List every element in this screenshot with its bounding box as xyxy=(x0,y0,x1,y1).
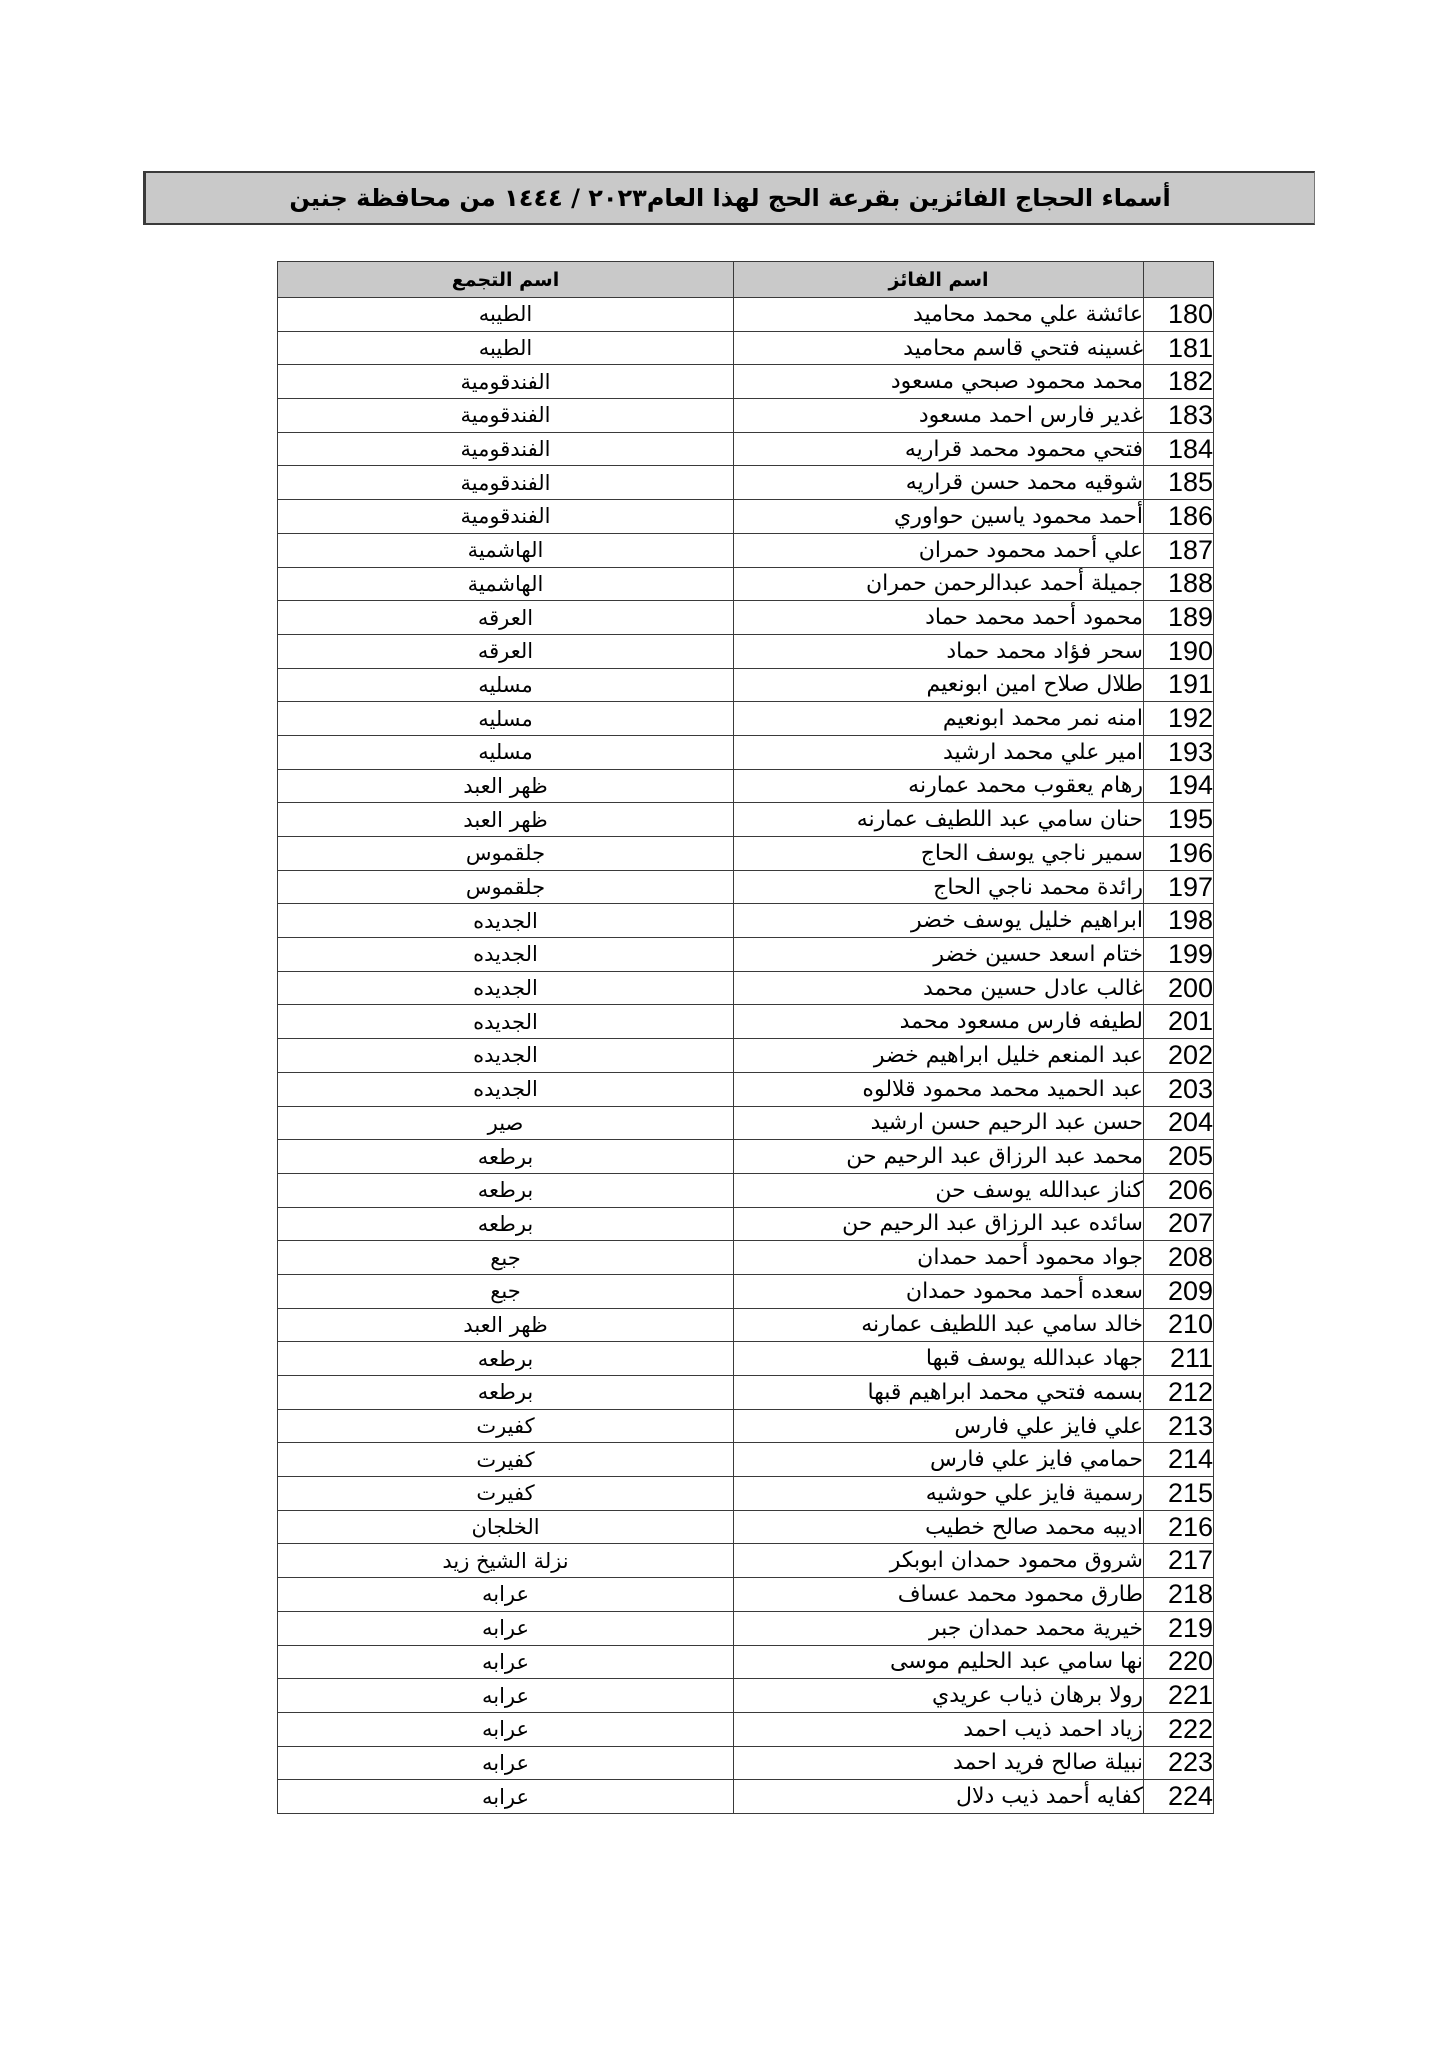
group-name: ظهر العبد xyxy=(278,769,734,803)
winner-name: جميلة أحمد عبدالرحمن حمران xyxy=(734,567,1144,601)
group-name: الفندقومية xyxy=(278,399,734,433)
winner-name: ابراهيم خليل يوسف خضر xyxy=(734,904,1144,938)
group-name: الهاشمية xyxy=(278,567,734,601)
winners-table xyxy=(277,261,1214,1814)
row-number: 214 xyxy=(1144,1443,1214,1477)
table-row xyxy=(278,1409,1214,1443)
header-number xyxy=(1144,262,1214,298)
winner-name: محمد عبد الرزاق عبد الرحيم حن xyxy=(734,1140,1144,1174)
table-row xyxy=(278,837,1214,871)
winner-name: أحمد محمود ياسين حواوري xyxy=(734,500,1144,534)
group-name: جبع xyxy=(278,1241,734,1275)
table-row xyxy=(278,1308,1214,1342)
group-name: كفيرت xyxy=(278,1477,734,1511)
header-winner-name: اسم الفائز xyxy=(734,262,1144,298)
row-number: 187 xyxy=(1144,533,1214,567)
table-row xyxy=(278,1510,1214,1544)
table-row xyxy=(278,1207,1214,1241)
group-name: الهاشمية xyxy=(278,533,734,567)
group-name: العرقه xyxy=(278,601,734,635)
group-name: الفندقومية xyxy=(278,432,734,466)
row-number: 191 xyxy=(1144,668,1214,702)
row-number: 192 xyxy=(1144,702,1214,736)
row-number: 215 xyxy=(1144,1477,1214,1511)
row-number: 220 xyxy=(1144,1645,1214,1679)
table-row xyxy=(278,1578,1214,1612)
table-row xyxy=(278,803,1214,837)
table-row xyxy=(278,399,1214,433)
winner-name: نبيلة صالح فريد احمد xyxy=(734,1746,1144,1780)
winner-name: عائشة علي محمد محاميد xyxy=(734,298,1144,332)
group-name: عرابه xyxy=(278,1746,734,1780)
row-number: 195 xyxy=(1144,803,1214,837)
winner-name: سحر فؤاد محمد حماد xyxy=(734,634,1144,668)
table-row xyxy=(278,500,1214,534)
table-row xyxy=(278,567,1214,601)
winner-name: عبد الحميد محمد محمود قلالوه xyxy=(734,1072,1144,1106)
row-number: 190 xyxy=(1144,634,1214,668)
group-name: الخلجان xyxy=(278,1510,734,1544)
winner-name: سمير ناجي يوسف الحاج xyxy=(734,837,1144,871)
row-number: 206 xyxy=(1144,1173,1214,1207)
table-row xyxy=(278,1241,1214,1275)
row-number: 180 xyxy=(1144,298,1214,332)
winner-name: حنان سامي عبد اللطيف عمارنه xyxy=(734,803,1144,837)
table-row xyxy=(278,1005,1214,1039)
group-name: عرابه xyxy=(278,1679,734,1713)
table-row xyxy=(278,1477,1214,1511)
winner-name: خيرية محمد حمدان جبر xyxy=(734,1611,1144,1645)
table-row xyxy=(278,1679,1214,1713)
group-name: الجديده xyxy=(278,971,734,1005)
winner-name: محمد محمود صبحي مسعود xyxy=(734,365,1144,399)
table-row xyxy=(278,1376,1214,1410)
winner-name: علي فايز علي فارس xyxy=(734,1409,1144,1443)
winner-name: سائده عبد الرزاق عبد الرحيم حن xyxy=(734,1207,1144,1241)
winner-name: رسمية فايز علي حوشيه xyxy=(734,1477,1144,1511)
group-name: جلقموس xyxy=(278,837,734,871)
row-number: 207 xyxy=(1144,1207,1214,1241)
table-row xyxy=(278,1712,1214,1746)
group-name: العرقه xyxy=(278,634,734,668)
row-number: 194 xyxy=(1144,769,1214,803)
winner-name: زياد احمد ذيب احمد xyxy=(734,1712,1144,1746)
winner-name: شوقيه محمد حسن قراريه xyxy=(734,466,1144,500)
winner-name: امنه نمر محمد ابونعيم xyxy=(734,702,1144,736)
winner-name: ختام اسعد حسين خضر xyxy=(734,938,1144,972)
group-name: كفيرت xyxy=(278,1409,734,1443)
table-row xyxy=(278,702,1214,736)
table-row xyxy=(278,432,1214,466)
group-name: عرابه xyxy=(278,1780,734,1814)
row-number: 211 xyxy=(1144,1342,1214,1376)
row-number: 184 xyxy=(1144,432,1214,466)
table-row xyxy=(278,634,1214,668)
table-header-row xyxy=(278,262,1214,298)
row-number: 199 xyxy=(1144,938,1214,972)
row-number: 202 xyxy=(1144,1039,1214,1073)
group-name: جلقموس xyxy=(278,870,734,904)
group-name: برطعه xyxy=(278,1342,734,1376)
table-row xyxy=(278,298,1214,332)
winner-name: خالد سامي عبد اللطيف عمارنه xyxy=(734,1308,1144,1342)
table-row xyxy=(278,938,1214,972)
group-name: الجديده xyxy=(278,938,734,972)
row-number: 204 xyxy=(1144,1106,1214,1140)
winner-name: حمامي فايز علي فارس xyxy=(734,1443,1144,1477)
group-name: الفندقومية xyxy=(278,466,734,500)
row-number: 221 xyxy=(1144,1679,1214,1713)
winner-name: لطيفه فارس مسعود محمد xyxy=(734,1005,1144,1039)
group-name: عرابه xyxy=(278,1578,734,1612)
winner-name: اديبه محمد صالح خطيب xyxy=(734,1510,1144,1544)
row-number: 216 xyxy=(1144,1510,1214,1544)
document-title-bar xyxy=(143,171,1315,225)
group-name: الطيبه xyxy=(278,331,734,365)
winner-name: رولا برهان ذياب عريدي xyxy=(734,1679,1144,1713)
group-name: الجديده xyxy=(278,1005,734,1039)
winner-name: غسينه فتحي قاسم محاميد xyxy=(734,331,1144,365)
winner-name: نها سامي عبد الحليم موسى xyxy=(734,1645,1144,1679)
row-number: 224 xyxy=(1144,1780,1214,1814)
table-row xyxy=(278,1780,1214,1814)
row-number: 186 xyxy=(1144,500,1214,534)
group-name: كفيرت xyxy=(278,1443,734,1477)
group-name: مسليه xyxy=(278,702,734,736)
table-row xyxy=(278,1173,1214,1207)
table-row xyxy=(278,1645,1214,1679)
winner-name: كفايه أحمد ذيب دلال xyxy=(734,1780,1144,1814)
group-name: الجديده xyxy=(278,1072,734,1106)
group-name: جبع xyxy=(278,1274,734,1308)
header-group-name: اسم التجمع xyxy=(278,262,734,298)
winner-name: جواد محمود أحمد حمدان xyxy=(734,1241,1144,1275)
table-row xyxy=(278,331,1214,365)
table-row xyxy=(278,1072,1214,1106)
row-number: 210 xyxy=(1144,1308,1214,1342)
row-number: 198 xyxy=(1144,904,1214,938)
row-number: 196 xyxy=(1144,837,1214,871)
table-row xyxy=(278,466,1214,500)
row-number: 213 xyxy=(1144,1409,1214,1443)
group-name: الفندقومية xyxy=(278,500,734,534)
table-row xyxy=(278,904,1214,938)
row-number: 185 xyxy=(1144,466,1214,500)
table-row xyxy=(278,971,1214,1005)
row-number: 222 xyxy=(1144,1712,1214,1746)
table-row xyxy=(278,668,1214,702)
group-name: ظهر العبد xyxy=(278,1308,734,1342)
winner-name: رائدة محمد ناجي الحاج xyxy=(734,870,1144,904)
group-name: برطعه xyxy=(278,1140,734,1174)
row-number: 188 xyxy=(1144,567,1214,601)
row-number: 223 xyxy=(1144,1746,1214,1780)
row-number: 189 xyxy=(1144,601,1214,635)
table-row xyxy=(278,870,1214,904)
row-number: 208 xyxy=(1144,1241,1214,1275)
table-row xyxy=(278,1140,1214,1174)
row-number: 201 xyxy=(1144,1005,1214,1039)
winner-name: شروق محمود حمدان ابوبكر xyxy=(734,1544,1144,1578)
row-number: 209 xyxy=(1144,1274,1214,1308)
winner-name: بسمه فتحي محمد ابراهيم قبها xyxy=(734,1376,1144,1410)
winner-name: حسن عبد الرحيم حسن ارشيد xyxy=(734,1106,1144,1140)
group-name: الجديده xyxy=(278,904,734,938)
group-name: مسليه xyxy=(278,735,734,769)
table-row xyxy=(278,1544,1214,1578)
table-row xyxy=(278,1106,1214,1140)
winner-name: سعده أحمد محمود حمدان xyxy=(734,1274,1144,1308)
row-number: 212 xyxy=(1144,1376,1214,1410)
table-row xyxy=(278,1039,1214,1073)
group-name: الفندقومية xyxy=(278,365,734,399)
table-row xyxy=(278,533,1214,567)
table-row xyxy=(278,1611,1214,1645)
group-name: برطعه xyxy=(278,1376,734,1410)
winner-name: جهاد عبدالله يوسف قبها xyxy=(734,1342,1144,1376)
group-name: برطعه xyxy=(278,1207,734,1241)
winner-name: كناز عبدالله يوسف حن xyxy=(734,1173,1144,1207)
winner-name: غدير فارس احمد مسعود xyxy=(734,399,1144,433)
group-name: عرابه xyxy=(278,1645,734,1679)
winner-name: امير علي محمد ارشيد xyxy=(734,735,1144,769)
row-number: 203 xyxy=(1144,1072,1214,1106)
winner-name: فتحي محمود محمد قراريه xyxy=(734,432,1144,466)
row-number: 193 xyxy=(1144,735,1214,769)
group-name: عرابه xyxy=(278,1712,734,1746)
table-body xyxy=(278,298,1214,1814)
row-number: 219 xyxy=(1144,1611,1214,1645)
row-number: 197 xyxy=(1144,870,1214,904)
group-name: صير xyxy=(278,1106,734,1140)
row-number: 200 xyxy=(1144,971,1214,1005)
row-number: 182 xyxy=(1144,365,1214,399)
table-row xyxy=(278,1342,1214,1376)
group-name: مسليه xyxy=(278,668,734,702)
table-row xyxy=(278,1443,1214,1477)
group-name: الطيبه xyxy=(278,298,734,332)
winner-name: عبد المنعم خليل ابراهيم خضر xyxy=(734,1039,1144,1073)
group-name: ظهر العبد xyxy=(278,803,734,837)
row-number: 181 xyxy=(1144,331,1214,365)
row-number: 218 xyxy=(1144,1578,1214,1612)
row-number: 183 xyxy=(1144,399,1214,433)
group-name: عرابه xyxy=(278,1611,734,1645)
winner-name: طارق محمود محمد عساف xyxy=(734,1578,1144,1612)
table-row xyxy=(278,735,1214,769)
table-row xyxy=(278,769,1214,803)
table-row xyxy=(278,601,1214,635)
table-row xyxy=(278,1746,1214,1780)
winner-name: محمود أحمد محمد حماد xyxy=(734,601,1144,635)
winner-name: رهام يعقوب محمد عمارنه xyxy=(734,769,1144,803)
row-number: 205 xyxy=(1144,1140,1214,1174)
document-title: أسماء الحجاج الفائزين بقرعة الحج لهذا العام٢٠٢٣ / ١٤٤٤ من محافظة جنين xyxy=(289,184,1171,212)
table-row xyxy=(278,1274,1214,1308)
table-row xyxy=(278,365,1214,399)
row-number: 217 xyxy=(1144,1544,1214,1578)
winner-name: غالب عادل حسين محمد xyxy=(734,971,1144,1005)
group-name: نزلة الشيخ زيد xyxy=(278,1544,734,1578)
group-name: الجديده xyxy=(278,1039,734,1073)
group-name: برطعه xyxy=(278,1173,734,1207)
winner-name: طلال صلاح امين ابونعيم xyxy=(734,668,1144,702)
winner-name: علي أحمد محمود حمران xyxy=(734,533,1144,567)
